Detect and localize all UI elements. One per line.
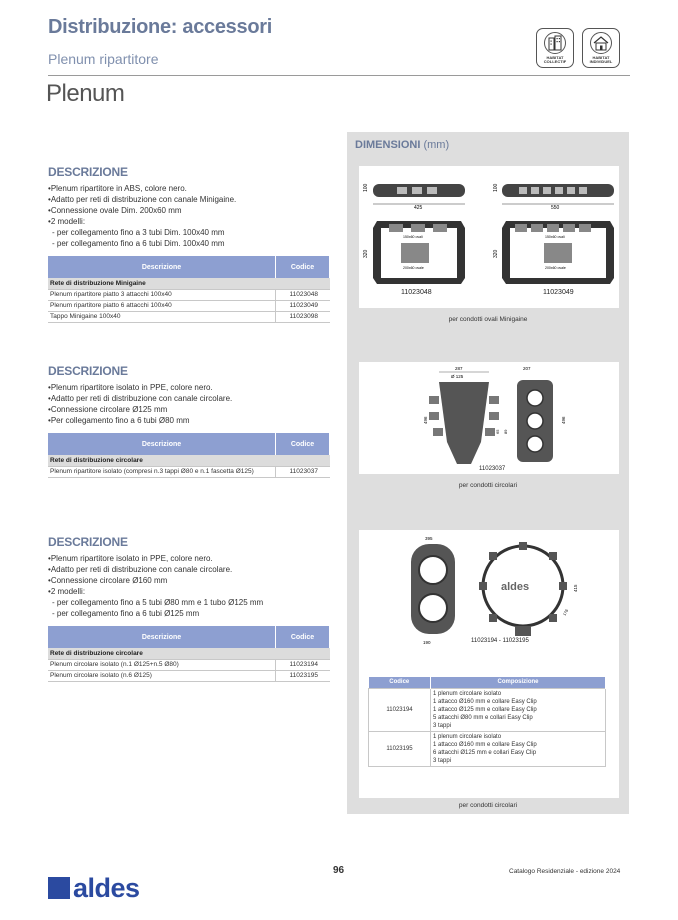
dim-h: 496 [423,416,428,424]
column-header-code: Codice [276,626,330,648]
section-heading: DESCRIZIONE [48,165,128,179]
dim-c: 207 [523,366,531,371]
section-circolare-125 [48,364,332,478]
apartment-building-icon [543,32,567,54]
description-item: • Adatto per reti di distribuzione con canale Minigaine. [48,194,332,205]
table-group-row: Rete di distribuzione Minigaine [48,278,330,289]
dim-height-right: 320 [493,249,499,258]
description-item: • Per collegamento fino a 6 tubi Ø80 mm [48,415,332,426]
description-item: • Adatto per reti di distribuzione con canale circolare. [48,564,332,575]
habitat-badges [536,28,620,68]
table-row [369,688,606,731]
description-item: • Adatto per reti di distribuzione con canale circolare. [48,393,332,404]
description-subitem: - per collegamento fino a 6 tubi Dim. 100x40 mm [48,238,332,249]
dim-top: 395 [425,536,433,541]
composition-item: 1 attacco Ø125 mm e collare Easy Clip [433,706,537,713]
description-item: • Plenum ripartitore isolato in PPE, colore nero. [48,553,332,564]
header-subtitle: Plenum ripartitore [48,51,159,67]
dim-height-top-left: 100 [363,183,369,192]
house-icon [589,32,613,54]
description-item: • Plenum ripartitore in ABS, colore nero. [48,183,332,194]
row-description: Plenum circolare isolato (n.6 Ø125) [48,670,276,681]
row-description: Tappo Minigaine 100x40 [48,311,276,322]
product-table [48,433,330,478]
drawing-code: 11023194 - 11023195 [471,638,529,644]
composition-item: 1 attacco Ø160 mm e collare Easy Clip [433,698,537,705]
catalog-edition: Catalogo Residenziale - edizione 2024 [509,868,621,875]
table-group-row: Rete di distribuzione circolare [48,648,330,659]
composition-item: 1 plenum circolare isolato [433,690,502,697]
row-description: Plenum ripartitore piatto 6 attacchi 100x40 [48,300,276,311]
drawing-circular-plenum-125 [359,362,619,474]
row-code: 11023048 [276,289,330,300]
dim-width-right: 550 [551,205,560,211]
badge-label: HABITAT INDIVIDUEL [589,55,613,64]
table-row [369,731,606,766]
header-divider [48,75,630,76]
row-description: Plenum ripartitore isolato (compresi n.3 tappi Ø80 e n.1 fascetta Ø125) [48,466,276,477]
table-row [48,300,330,311]
drawing-caption: per condotti circolari [458,482,518,489]
table-row [48,670,330,681]
row-code: 11023194 [369,688,431,731]
page-title: Plenum [46,80,125,107]
dim-side: 415 [573,584,578,592]
dim-inner-bottom-left: 200x60 ovale [403,266,424,270]
column-header-code: Codice [276,433,330,455]
dim-height-left: 320 [363,249,369,258]
dim-a: 287 [455,366,463,371]
row-composition [431,688,606,731]
table-row [48,289,330,300]
description-subitem: - per collegamento fino a 3 tubi Dim. 100x40 mm [48,227,332,238]
plenum-side-view [439,382,489,464]
badge-label: HABITAT COLLECTIF [543,55,567,64]
dim-diag: 176 [561,608,570,617]
description-list [48,382,332,426]
row-code: 11023098 [276,311,330,322]
composition-item: 6 attacchi Ø125 mm e collari Easy Clip [433,749,537,756]
composition-item: 1 plenum circolare isolato [433,733,502,740]
table-row [48,466,330,477]
column-header-description: Descrizione [48,256,276,278]
section-heading: DESCRIZIONE [48,364,128,378]
dimensions-unit: (mm) [423,139,450,151]
column-header-description: Descrizione [48,433,276,455]
column-header-code: Codice [276,256,330,278]
description-subitem: - per collegamento fino a 5 tubi Ø80 mm e 1 tubo Ø125 mm [48,597,332,608]
drawing-minigaine-plenum [359,166,619,308]
composition-item: 3 tappi [433,757,452,764]
description-item: • Connessione circolare Ø160 mm [48,575,332,586]
dimensions-heading [355,139,449,151]
table-row [48,311,330,322]
footer-brand-logo [48,873,140,903]
row-code: 11023037 [276,466,330,477]
badge-habitat-individuel [582,28,620,68]
dim-bottom: 190 [423,640,431,645]
description-list [48,553,332,619]
dim-inner-top-right: 150x60 ovali [545,235,565,239]
badge-habitat-collectif [536,28,574,68]
drawing-code-left: 11023048 [401,289,432,296]
header-title: Distribuzione: accessori [48,16,272,38]
dim-h2: 496 [561,416,566,424]
row-code: 11023194 [276,659,330,670]
row-description: Plenum circolare isolato (n.1 Ø125+n.5 Ø80) [48,659,276,670]
drawing-code-right: 11023049 [543,289,574,296]
column-header-code: Codice [369,677,431,688]
brand-wordmark: aldes [73,873,140,903]
section-heading: DESCRIZIONE [48,535,128,549]
drawing-code: 11023037 [479,466,506,472]
brand-square-icon [48,877,70,899]
row-code: 11023195 [276,670,330,681]
description-item: • Connessione circolare Ø125 mm [48,404,332,415]
product-table [48,256,330,323]
section-circolare-160 [48,535,332,682]
dimensions-title: DIMENSIONI [355,139,421,151]
description-item: • 2 modelli: [48,216,332,227]
dim-j: 65 [495,429,500,434]
description-subitem: - per collegamento fino a 6 tubi Ø125 mm [48,608,332,619]
row-code: 11023195 [369,731,431,766]
section-minigaine [48,165,332,323]
column-header-composition: Composizione [431,677,606,688]
composition-caption: per condotti circolari [458,802,518,809]
dim-inner-top-left: 150x60 ovali [403,235,423,239]
table-group-row: Rete di distribuzione circolare [48,455,330,466]
brand-logo-text: aldes [501,581,530,593]
composition-item: 3 tappi [433,722,452,729]
description-list [48,183,332,249]
row-code: 11023049 [276,300,330,311]
composition-item: 1 attacco Ø160 mm e collare Easy Clip [433,741,537,748]
description-item: • 2 modelli: [48,586,332,597]
row-composition [431,731,606,766]
dim-width-left: 425 [414,205,423,211]
description-item: • Connessione ovale Dim. 200x60 mm [48,205,332,216]
drawing-caption: per condotti ovali Minigaine [448,316,528,323]
dim-height-top-right: 100 [493,183,499,192]
dim-i: 89 [503,429,508,434]
page-number: 96 [333,865,345,876]
description-item: • Plenum ripartitore isolato in PPE, colore nero. [48,382,332,393]
dim-inner-bottom-right: 200x60 ovale [545,266,566,270]
row-description: Plenum ripartitore piatto 3 attacchi 100x40 [48,289,276,300]
composition-table [368,677,606,767]
composition-item: 5 attacchi Ø80 mm e collari Easy Clip [433,714,533,721]
table-row [48,659,330,670]
column-header-description: Descrizione [48,626,276,648]
product-table [48,626,330,682]
dim-b: Ø 125 [451,374,464,379]
